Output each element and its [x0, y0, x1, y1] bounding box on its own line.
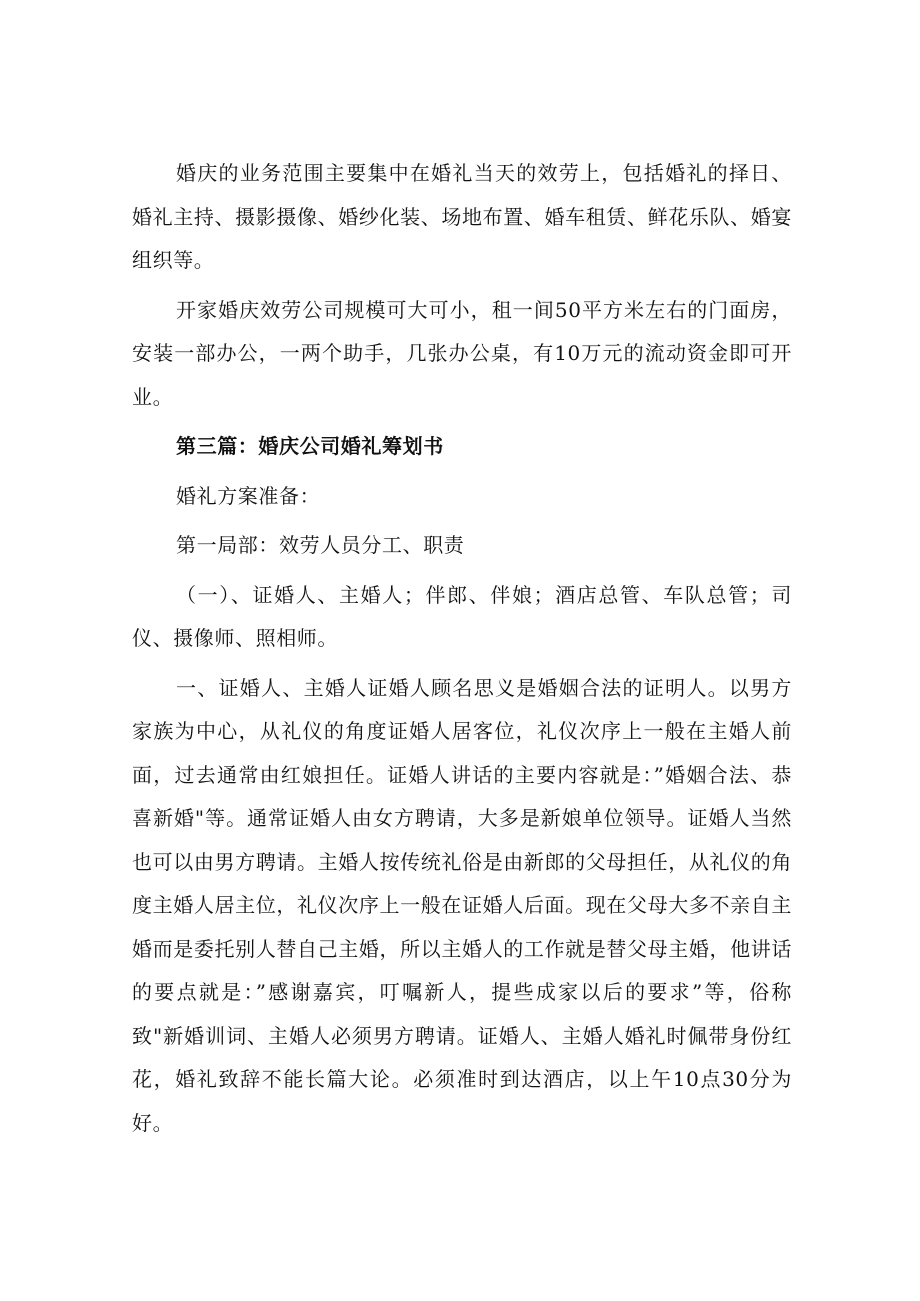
section-heading: 第三篇：婚庆公司婚礼筹划书: [176, 434, 444, 458]
paragraph-roles-list: （一）、证婚人、主婚人；伴郎、伴娘；酒店总管、车队总管；司仪、摄像师、照相师。: [132, 582, 792, 650]
paragraph-company-scale: 开家婚庆效劳公司规模可大可小，租一间50平方米左右的门面房，安装一部办公，一两个助手，几张办公桌，有10万元的流动资金即可开业。: [132, 297, 792, 409]
paragraph-business-scope: 婚庆的业务范围主要集中在婚礼当天的效劳上，包括婚礼的择日、婚礼主持、摄影摄像、婚纱化装、场地布置、婚车租赁、鲜花乐队、婚宴组织等。: [132, 161, 792, 272]
paragraph-plan-preparation: 婚礼方案准备：: [176, 483, 321, 508]
paragraph-witness-host: 一、证婚人、主婚人证婚人顾名思义是婚姻合法的证明人。以男方家族为中心，从礼仪的角度证婚人居客位，礼仪次序上一般在主婚人前面，过去通常由红娘担任。证婚人讲话的主要内容就是：”婚姻合法、恭喜新婚"等。通常证婚人由女方聘请，大多是新娘单位领导。证婚人当然也可以由男方聘请。主婚人按传统礼俗是由新郎的父母担任，从礼仪的角度主婚人居主位，礼仪次序上一般在证婚人后面。现在父母大多不亲自主婚而是委托别人替自己主婚，所以主婚人的工作就是替父母主婚，他讲话的要点就是：”感谢嘉宾，叮嘱新人，提些成家以后的要求”等，俗称致"新婚训词、主婚人必须男方聘请。证婚人、主婚人婚礼时佩带身份红花，婚礼致辞不能长篇大论。必须准时到达酒店，以上午10点30分为好。: [132, 675, 792, 1135]
paragraph-part-one-title: 第一局部：效劳人员分工、职责: [176, 533, 465, 557]
document-body: [132, 152, 792, 1145]
